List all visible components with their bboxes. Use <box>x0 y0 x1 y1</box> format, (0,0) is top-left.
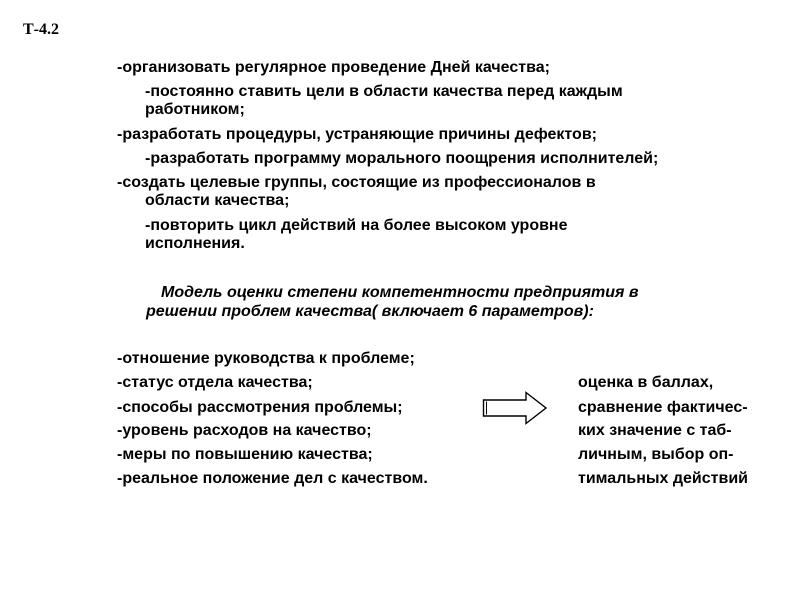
evaluation-line: ких значение с таб- <box>578 422 732 439</box>
evaluation-line: тимальных действий <box>578 470 748 487</box>
goal-line: -разработать программу морального поощрения исполнителей; <box>145 150 659 167</box>
model-heading-line: решении проблем качества( включает 6 параметров): <box>146 303 594 320</box>
goal-line: области качества; <box>145 192 290 209</box>
slide-id: Т-4.2 <box>23 21 59 38</box>
parameter-line: -уровень расходов на качество; <box>117 422 372 439</box>
right-arrow-icon <box>482 391 548 425</box>
model-heading-line: Модель оценки степени компетентности предприятия в <box>161 284 639 301</box>
goal-line: работником; <box>145 101 245 118</box>
goal-line: -разработать процедуры, устраняющие причины дефектов; <box>117 126 597 143</box>
parameter-line: -отношение руководства к проблеме; <box>117 350 415 367</box>
parameter-line: -статус отдела качества; <box>117 374 313 391</box>
goal-line: -постоянно ставить цели в области качества перед каждым <box>145 83 623 100</box>
goal-line: исполнения. <box>145 235 245 252</box>
parameter-line: -способы рассмотрения проблемы; <box>117 399 403 416</box>
evaluation-line: сравнение фактичес- <box>578 399 748 416</box>
evaluation-line: личным, выбор оп- <box>578 446 734 463</box>
evaluation-line: оценка в баллах, <box>578 374 714 391</box>
goal-line: -создать целевые группы, состоящие из профессионалов в <box>117 174 596 191</box>
parameter-line: -меры по повышению качества; <box>117 446 373 463</box>
goal-line: -организовать регулярное проведение Дней качества; <box>117 59 550 76</box>
goal-line: -повторить цикл действий на более высоком уровне <box>145 217 568 234</box>
parameter-line: -реальное положение дел с качеством. <box>117 470 428 487</box>
